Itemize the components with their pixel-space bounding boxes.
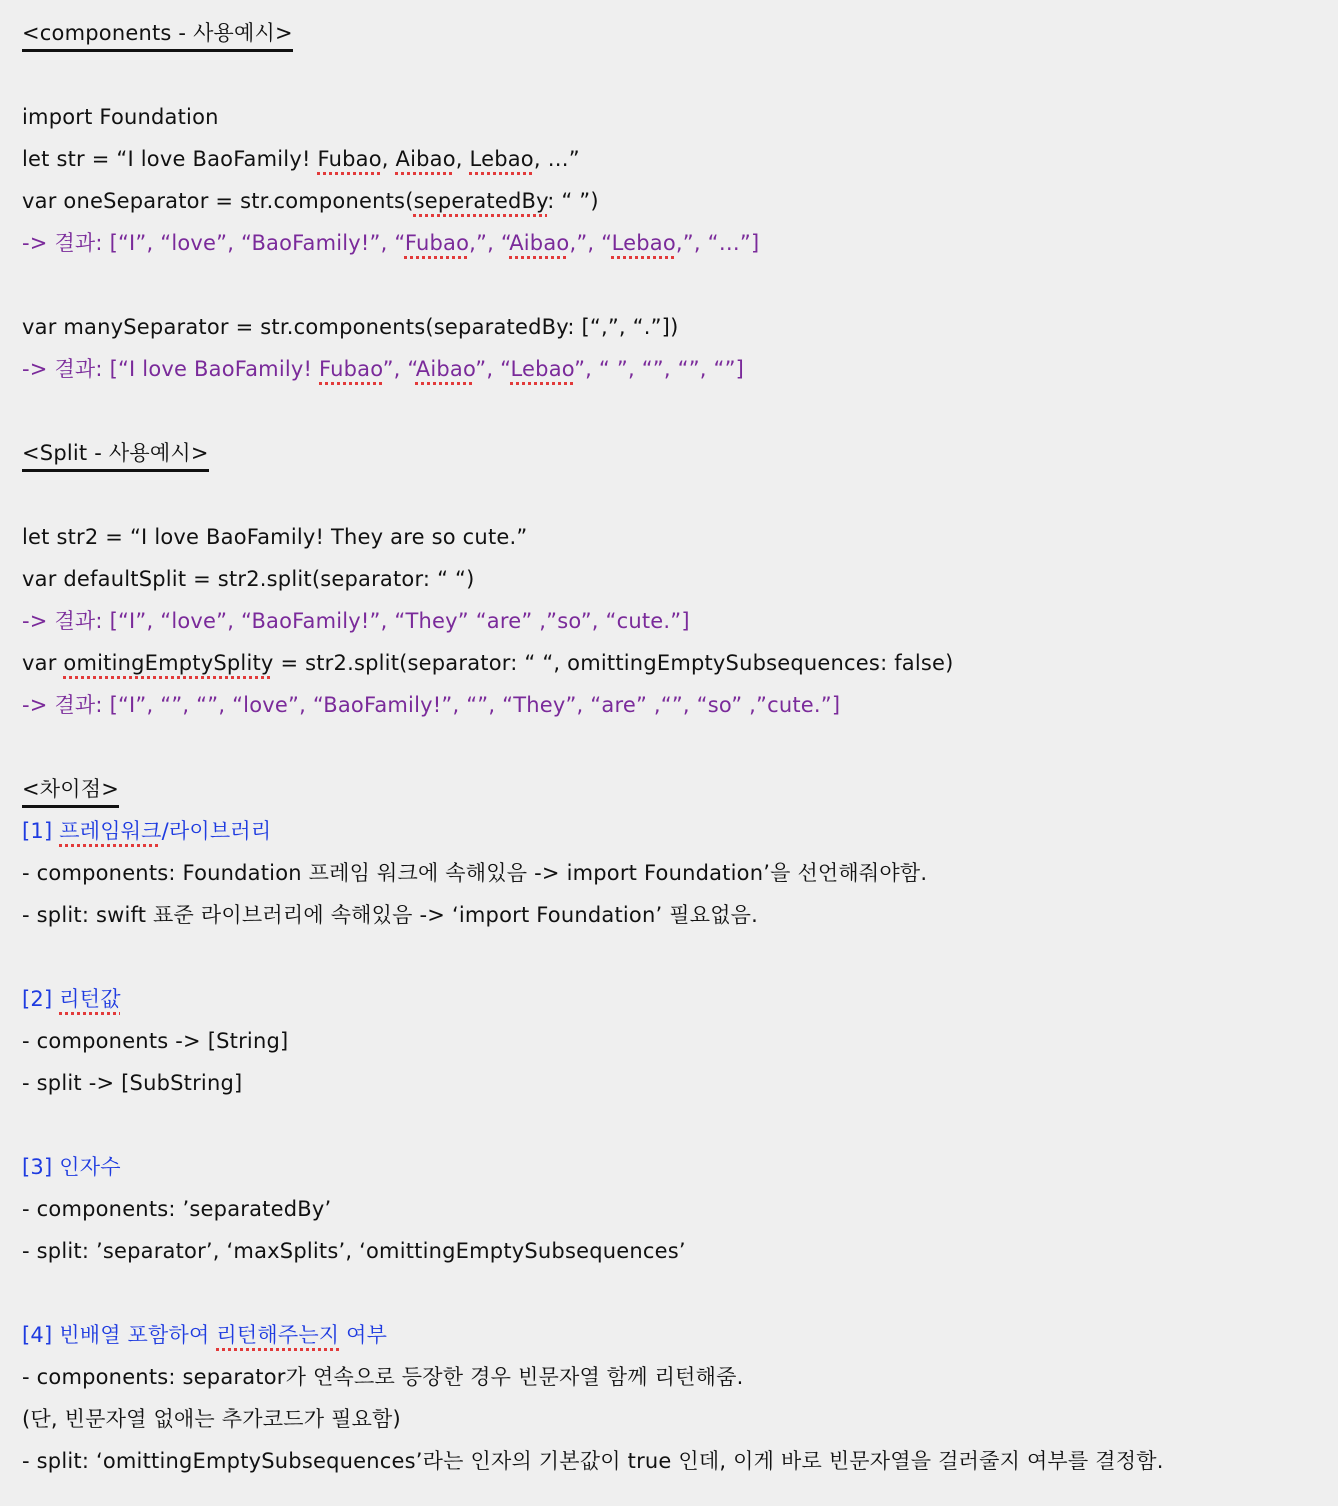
code-import-line: import Foundation	[22, 105, 219, 129]
code-many-separator-line: var manySeparator = str.components(separatedBy: [“,”, “.”])	[22, 315, 679, 339]
section-3-title: [3] 인자수	[22, 1155, 121, 1179]
text-segment: [4] 빈배열 포함하여	[22, 1323, 217, 1347]
section-1-line-2: - split: swift 표준 라이브러리에 속해있음 -> ‘import Foundation’ 필요없음.	[22, 903, 759, 927]
spellcheck-word: 프레임워크	[59, 819, 162, 843]
section-4-title	[22, 1320, 387, 1350]
text-segment: var	[22, 651, 64, 675]
spellcheck-word: Aibao	[395, 147, 456, 171]
spellcheck-word: Lebao	[469, 147, 534, 171]
spellcheck-word: 리턴값	[59, 987, 121, 1011]
section-3-line-2: - split: ’separator’, ‘maxSplits’, ‘omittingEmptySubsequences’	[22, 1239, 686, 1263]
section-4-line-2: (단, 빈문자열 없애는 추가코드가 필요함)	[22, 1407, 401, 1431]
spellcheck-word: omitingEmptySplity	[63, 651, 274, 675]
section-1-title	[22, 816, 271, 846]
spellcheck-word: Aibao	[509, 231, 570, 255]
text-segment: ,	[381, 147, 396, 171]
heading-split-example: <Split - 사용예시>	[22, 438, 209, 472]
section-2-line-1: - components -> [String]	[22, 1029, 289, 1053]
text-segment: 여부	[339, 1323, 388, 1347]
text-segment: : “ ”)	[547, 189, 599, 213]
result-many-separator	[22, 354, 744, 384]
section-4-line-3: - split: ‘omittingEmptySubsequences’라는 인자의 기본값이 true 인데, 이게 바로 빈문자열을 걸러줄지 여부를 결정함.	[22, 1449, 1164, 1473]
code-default-split-line: var defaultSplit = str2.split(separator: “ “)	[22, 567, 475, 591]
heading-components-example: <components - 사용예시>	[22, 18, 293, 52]
text-segment: = str2.split(separator: “ “, omittingEmptySubsequences: false)	[273, 651, 954, 675]
section-1-line-1: - components: Foundation 프레임 워크에 속해있음 -> import Foundation’을 선언해줘야함.	[22, 861, 928, 885]
code-omit-split-line	[22, 648, 954, 678]
text-segment: ,”, “…”]	[675, 231, 760, 255]
spellcheck-word: Fubao	[404, 231, 470, 255]
text-segment: ,”, “	[469, 231, 510, 255]
text-segment: var oneSeparator = str.components(	[22, 189, 414, 213]
text-segment: /라이브러리	[161, 819, 272, 843]
code-one-separator-line	[22, 186, 599, 216]
text-segment: ,”, “	[569, 231, 612, 255]
spellcheck-word: Lebao	[510, 357, 575, 381]
text-segment: [1]	[22, 819, 60, 843]
text-segment: ”, “	[382, 357, 416, 381]
section-2-title	[22, 984, 121, 1014]
result-omit-split: -> 결과: [“I”, “”, “”, “love”, “BaoFamily!”, “”, “They”, “are” ,“”, “so” ,”cute.”]	[22, 693, 841, 717]
heading-differences: <차이점>	[22, 774, 119, 808]
spellcheck-word: Fubao	[317, 147, 382, 171]
section-4-line-1: - components: separator가 연속으로 등장한 경우 빈문자열 함께 리턴해줌.	[22, 1365, 744, 1389]
code-str-line	[22, 144, 580, 174]
result-one-separator	[22, 228, 759, 258]
code-str2-line: let str2 = “I love BaoFamily! They are so cute.”	[22, 525, 528, 549]
text-segment: ,	[455, 147, 470, 171]
text-segment: let str = “I love BaoFamily!	[22, 147, 318, 171]
text-segment: -> 결과: [“I love BaoFamily!	[22, 357, 320, 381]
spellcheck-word: Fubao	[319, 357, 383, 381]
section-3-line-1: - components: ’separatedBy’	[22, 1197, 332, 1221]
section-2-line-2: - split -> [SubString]	[22, 1071, 243, 1095]
spellcheck-word: 리턴해주는지	[216, 1323, 340, 1347]
text-segment: ”, “	[475, 357, 511, 381]
text-segment: ”, “ ”, “”, “”, “”]	[574, 357, 745, 381]
result-default-split: -> 결과: [“I”, “love”, “BaoFamily!”, “They” “are” ,”so”, “cute.”]	[22, 609, 690, 633]
spellcheck-word: Lebao	[611, 231, 676, 255]
text-segment: [2]	[22, 987, 60, 1011]
text-segment: , …”	[533, 147, 580, 171]
spellcheck-word: Aibao	[415, 357, 476, 381]
text-segment: -> 결과: [“I”, “love”, “BaoFamily!”, “	[22, 231, 405, 255]
spellcheck-word: seperatedBy	[413, 189, 548, 213]
